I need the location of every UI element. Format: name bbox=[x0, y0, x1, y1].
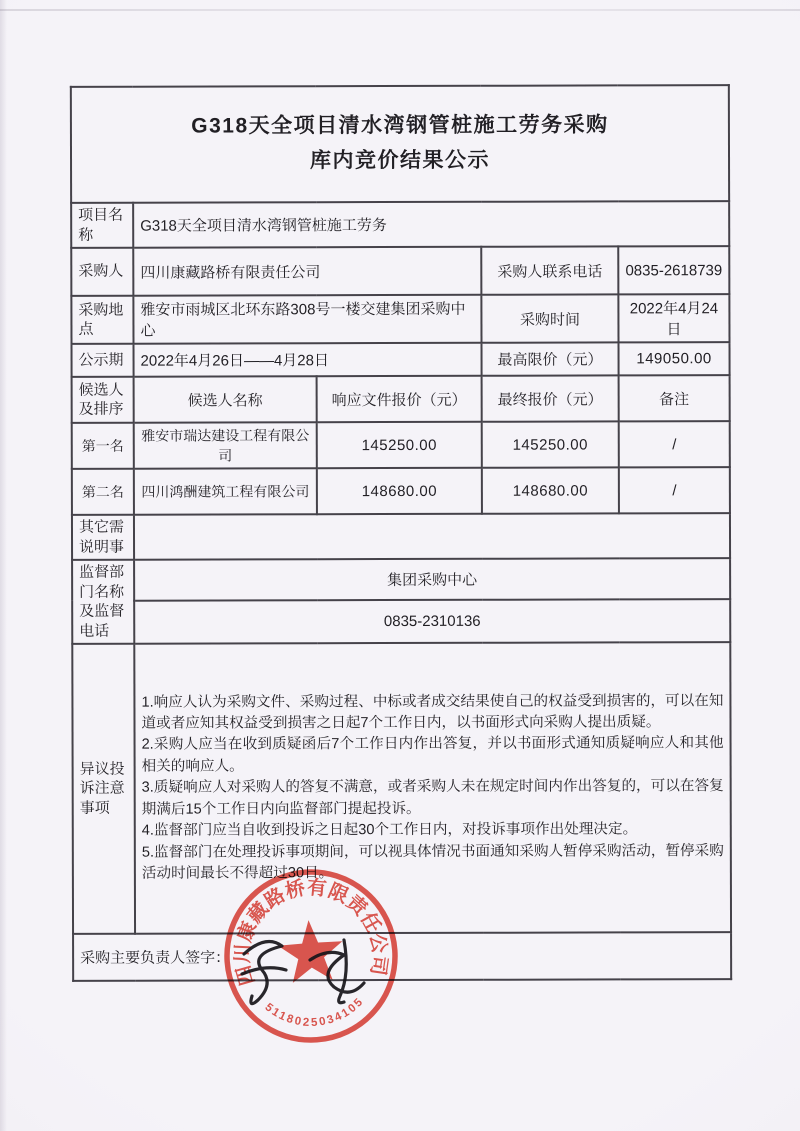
project-name-value: G318天全项目清水湾钢管桩施工劳务 bbox=[133, 201, 729, 248]
max-price-value: 149050.00 bbox=[619, 342, 730, 375]
label-publicity-period: 公示期 bbox=[72, 344, 134, 377]
supervision-phone-value: 0835-2310136 bbox=[134, 599, 730, 644]
label-project-name: 项目名称 bbox=[71, 203, 133, 248]
buyer-contact-label: 采购人联系电话 bbox=[481, 246, 618, 294]
label-candidate-rank: 候选人及排序 bbox=[72, 377, 134, 423]
page-title-line2: 库内竞价结果公示 bbox=[310, 148, 491, 173]
header-remark: 备注 bbox=[619, 375, 730, 421]
label-buyer: 采购人 bbox=[71, 248, 133, 296]
candidate-2-rank: 第二名 bbox=[72, 469, 134, 515]
title-cell bbox=[71, 85, 729, 203]
paper-fold-line bbox=[0, 9, 800, 11]
signature bbox=[232, 918, 412, 1013]
purchase-time-value: 2022年4月24日 bbox=[618, 294, 729, 342]
label-objection-notes: 异议投诉注意事项 bbox=[72, 644, 135, 934]
procurement-result-table bbox=[70, 84, 732, 982]
supervision-dept-value: 集团采购中心 bbox=[134, 558, 730, 600]
objection-line-1: 1.响应人认为采购文件、采购过程、中标或者成交结果使自己的权益受到损害的，可以在知道或者应知其权益受到损害之日起7个工作日内，以书面形式向采购人提出质疑。 bbox=[141, 692, 724, 732]
objection-line-4: 4.监督部门应当自收到投诉之日起30个工作日内，对投诉事项作出处理决定。 bbox=[141, 821, 638, 839]
candidate-1-doc-price: 145250.00 bbox=[317, 422, 482, 468]
candidate-2-final-price: 148680.00 bbox=[482, 467, 619, 513]
table-row-candidate-2 bbox=[72, 467, 730, 515]
candidate-1-rank: 第一名 bbox=[72, 423, 134, 469]
candidate-1-final-price: 145250.00 bbox=[482, 421, 619, 467]
objection-line-5: 5.监督部门在处理投诉事项期间，可以视具体情况书面通知采购人暂停采购活动，暂停采购活动时间最长不得超过30日。 bbox=[141, 842, 724, 882]
header-final-price: 最终报价（元） bbox=[482, 375, 619, 421]
objection-line-2: 2.采购人应当在收到质疑函后7个工作日内作出答复，并以书面形式通知质疑响应人和其他相关的响应人。 bbox=[141, 735, 724, 775]
buyer-contact-value: 0835-2618739 bbox=[618, 246, 729, 294]
stamp-serial-text: 5118025034105 bbox=[262, 995, 367, 1030]
objection-line-3: 3.质疑响应人对采购人的答复不满意，或者采购人未在规定时间内作出答复的，可以在答复期满后15个工作日内向监督部门提起投诉。 bbox=[141, 778, 724, 818]
label-supervision: 监督部门名称及监督电话 bbox=[72, 560, 134, 644]
candidate-1-remark: / bbox=[619, 421, 730, 467]
candidate-2-remark: / bbox=[619, 467, 730, 513]
header-doc-price: 响应文件报价（元） bbox=[317, 376, 482, 422]
candidate-2-doc-price: 148680.00 bbox=[317, 468, 482, 514]
other-notes-value bbox=[134, 513, 730, 560]
buyer-value: 四川康藏路桥有限责任公司 bbox=[133, 247, 481, 296]
table-row-candidate-1 bbox=[72, 421, 730, 469]
signature-label: 采购主要负责人签字： bbox=[73, 932, 731, 981]
candidate-2-name: 四川鸿酬建筑工程有限公司 bbox=[134, 468, 317, 514]
header-candidate-name: 候选人名称 bbox=[134, 376, 317, 422]
candidate-1-name: 雅安市瑞达建设工程有限公司 bbox=[134, 422, 317, 468]
page-title-line1: G318天全项目清水湾钢管桩施工劳务采购 bbox=[191, 113, 609, 138]
stamp-company-text: 四川康藏路桥有限责任公司 bbox=[231, 876, 391, 988]
location-value: 雅安市雨城区北环东路308号一楼交建集团采购中心 bbox=[133, 295, 481, 344]
label-other-notes: 其它需说明事 bbox=[72, 515, 134, 560]
signature-stroke-3 bbox=[310, 952, 364, 992]
max-price-label: 最高限价（元） bbox=[482, 342, 619, 375]
publicity-period-value: 2022年4月26日——4月28日 bbox=[134, 343, 482, 377]
purchase-time-label: 采购时间 bbox=[481, 294, 618, 342]
label-location: 采购地点 bbox=[71, 296, 133, 344]
